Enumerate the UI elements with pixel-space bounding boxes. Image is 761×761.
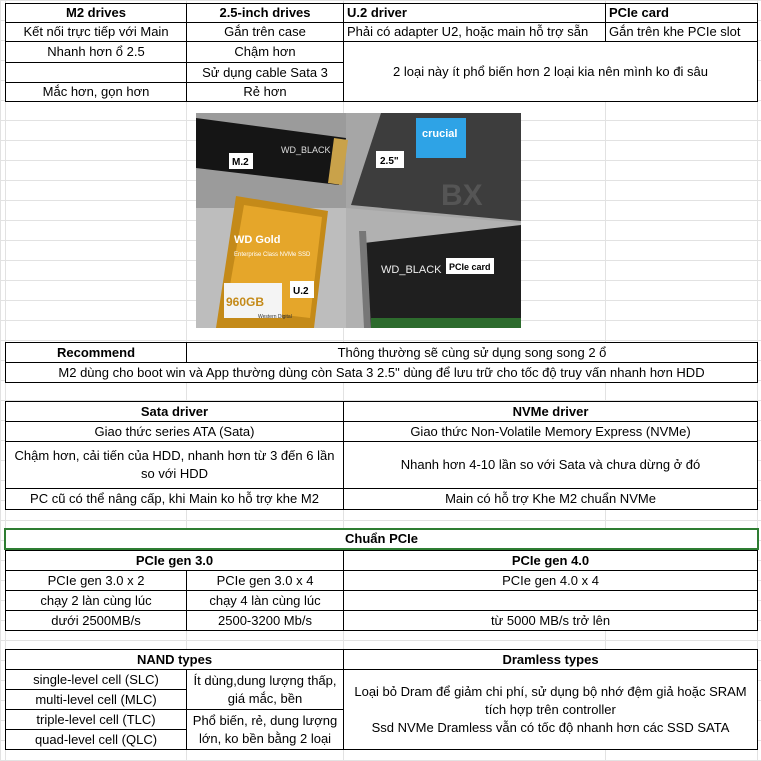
pcie-cell[interactable]: Gắn trên khe PCIe slot <box>605 22 758 42</box>
header-u2[interactable]: U.2 driver <box>343 3 606 23</box>
nand-desc-cell[interactable]: Ít dùng,dung lượng thấp, giá mắc, bền <box>186 669 344 710</box>
gen3x2-cell[interactable]: PCIe gen 3.0 x 2 <box>5 570 187 591</box>
dramless-line1: Loại bỏ Dram để giảm chi phí, sử dụng bộ nhớ đệm giả hoặc SRAM tích hợp trên controller <box>354 683 747 717</box>
gen3x4-cell[interactable]: chạy 4 làn cùng lúc <box>186 590 344 611</box>
d25-cell[interactable]: Gắn trên case <box>186 22 344 42</box>
m2-label-text: M.2 <box>232 157 249 168</box>
header-25[interactable]: 2.5-inch drives <box>186 3 344 23</box>
gen4-header[interactable]: PCIe gen 4.0 <box>343 550 758 571</box>
nvme-header[interactable]: NVMe driver <box>343 401 758 422</box>
ssd25-label-text: 2.5" <box>380 156 399 167</box>
gen3-header[interactable]: PCIe gen 3.0 <box>5 550 344 571</box>
u2-label-text: U.2 <box>293 286 309 297</box>
d25-cell[interactable]: Rẻ hơn <box>186 82 344 102</box>
sata-header[interactable]: Sata driver <box>5 401 344 422</box>
note-merged-cell[interactable]: 2 loại này ít phổ biến hơn 2 loại kia nên mình ko đi sâu <box>343 41 758 102</box>
dramless-cell[interactable] <box>343 669 758 750</box>
ssd-photo <box>196 113 521 328</box>
gen4x4-cell[interactable] <box>343 590 758 611</box>
dramless-header[interactable]: Dramless types <box>343 649 758 670</box>
ssd25-model-text: BX <box>441 179 483 212</box>
pcie-brand-text: WD_BLACK <box>381 264 442 276</box>
u2-sub-text: Enterprise Class NVMe SSD <box>234 252 311 258</box>
nand-type-cell[interactable]: quad-level cell (QLC) <box>5 729 187 750</box>
ssd-comparison-image[interactable] <box>196 113 521 328</box>
d25-cell[interactable]: Sử dụng cable Sata 3 <box>186 62 344 83</box>
nvme-cell[interactable]: Nhanh hơn 4-10 lần so với Sata và chưa dừng ở đó <box>343 441 758 489</box>
d25-cell[interactable]: Chậm hơn <box>186 41 344 63</box>
nvme-cell[interactable]: Main có hỗ trợ Khe M2 chuẩn NVMe <box>343 488 758 510</box>
ssd25-drive-graphic <box>351 113 521 221</box>
nand-type-cell[interactable]: single-level cell (SLC) <box>5 669 187 690</box>
nand-type-cell[interactable]: triple-level cell (TLC) <box>5 709 187 730</box>
m2-cell[interactable]: Nhanh hơn ổ 2.5 <box>5 41 187 63</box>
gen3x4-cell[interactable]: 2500-3200 Mb/s <box>186 610 344 631</box>
header-m2[interactable]: M2 drives <box>5 3 187 23</box>
pcie-title-selected-cell[interactable]: Chuẩn PCIe <box>4 528 759 550</box>
sata-cell[interactable]: Giao thức series ATA (Sata) <box>5 421 344 442</box>
u2-capacity-text: 960GB <box>226 295 265 309</box>
sata-cell[interactable]: PC cũ có thể nâng cấp, khi Main ko hỗ trợ khe M2 <box>5 488 344 510</box>
u2-cell[interactable]: Phải có adapter U2, hoặc main hỗ trợ sẵn <box>343 22 606 42</box>
recommend-detail[interactable]: M2 dùng cho boot win và App thường dùng còn Sata 3 2.5" dùng để lưu trữ cho tốc độ truy vấn nhanh hơn HDD <box>5 362 758 383</box>
m2-brand-text: WD_BLACK <box>281 145 331 155</box>
gen3x2-cell[interactable]: chạy 2 làn cùng lúc <box>5 590 187 611</box>
gen3x2-cell[interactable]: dưới 2500MB/s <box>5 610 187 631</box>
recommend-value[interactable]: Thông thường sẽ cùng sử dụng song song 2 ổ <box>186 342 758 363</box>
nvme-cell[interactable]: Giao thức Non-Volatile Memory Express (NVMe) <box>343 421 758 442</box>
ssd25-brand-text: crucial <box>422 128 458 140</box>
header-pcie[interactable]: PCIe card <box>605 3 758 23</box>
m2-cell[interactable]: Mắc hơn, gọn hơn <box>5 82 187 102</box>
u2-brand-text: WD Gold <box>234 234 281 246</box>
gen4x4-cell[interactable]: PCIe gen 4.0 x 4 <box>343 570 758 591</box>
u2-maker-text: Western Digital <box>258 314 292 320</box>
gen4x4-cell[interactable]: từ 5000 MB/s trở lên <box>343 610 758 631</box>
m2-cell[interactable] <box>5 62 187 83</box>
nand-header[interactable]: NAND types <box>5 649 344 670</box>
m2-cell[interactable]: Kết nối trực tiếp với Main <box>5 22 187 42</box>
gen3x4-cell[interactable]: PCIe gen 3.0 x 4 <box>186 570 344 591</box>
pcie-label-text: PCIe card <box>449 262 491 272</box>
dramless-line2: Ssd NVMe Dramless vẫn có tốc độ nhanh hơn các SSD SATA <box>371 719 730 735</box>
sata-cell[interactable]: Chậm hơn, cải tiến của HDD, nhanh hơn từ 3 đến 6 lần so với HDD <box>5 441 344 489</box>
recommend-label[interactable]: Recommend <box>5 342 187 363</box>
nand-type-cell[interactable]: multi-level cell (MLC) <box>5 689 187 710</box>
nand-desc-cell[interactable]: Phổ biến, rẻ, dung lượng lớn, ko bền bằng 2 loại <box>186 709 344 750</box>
